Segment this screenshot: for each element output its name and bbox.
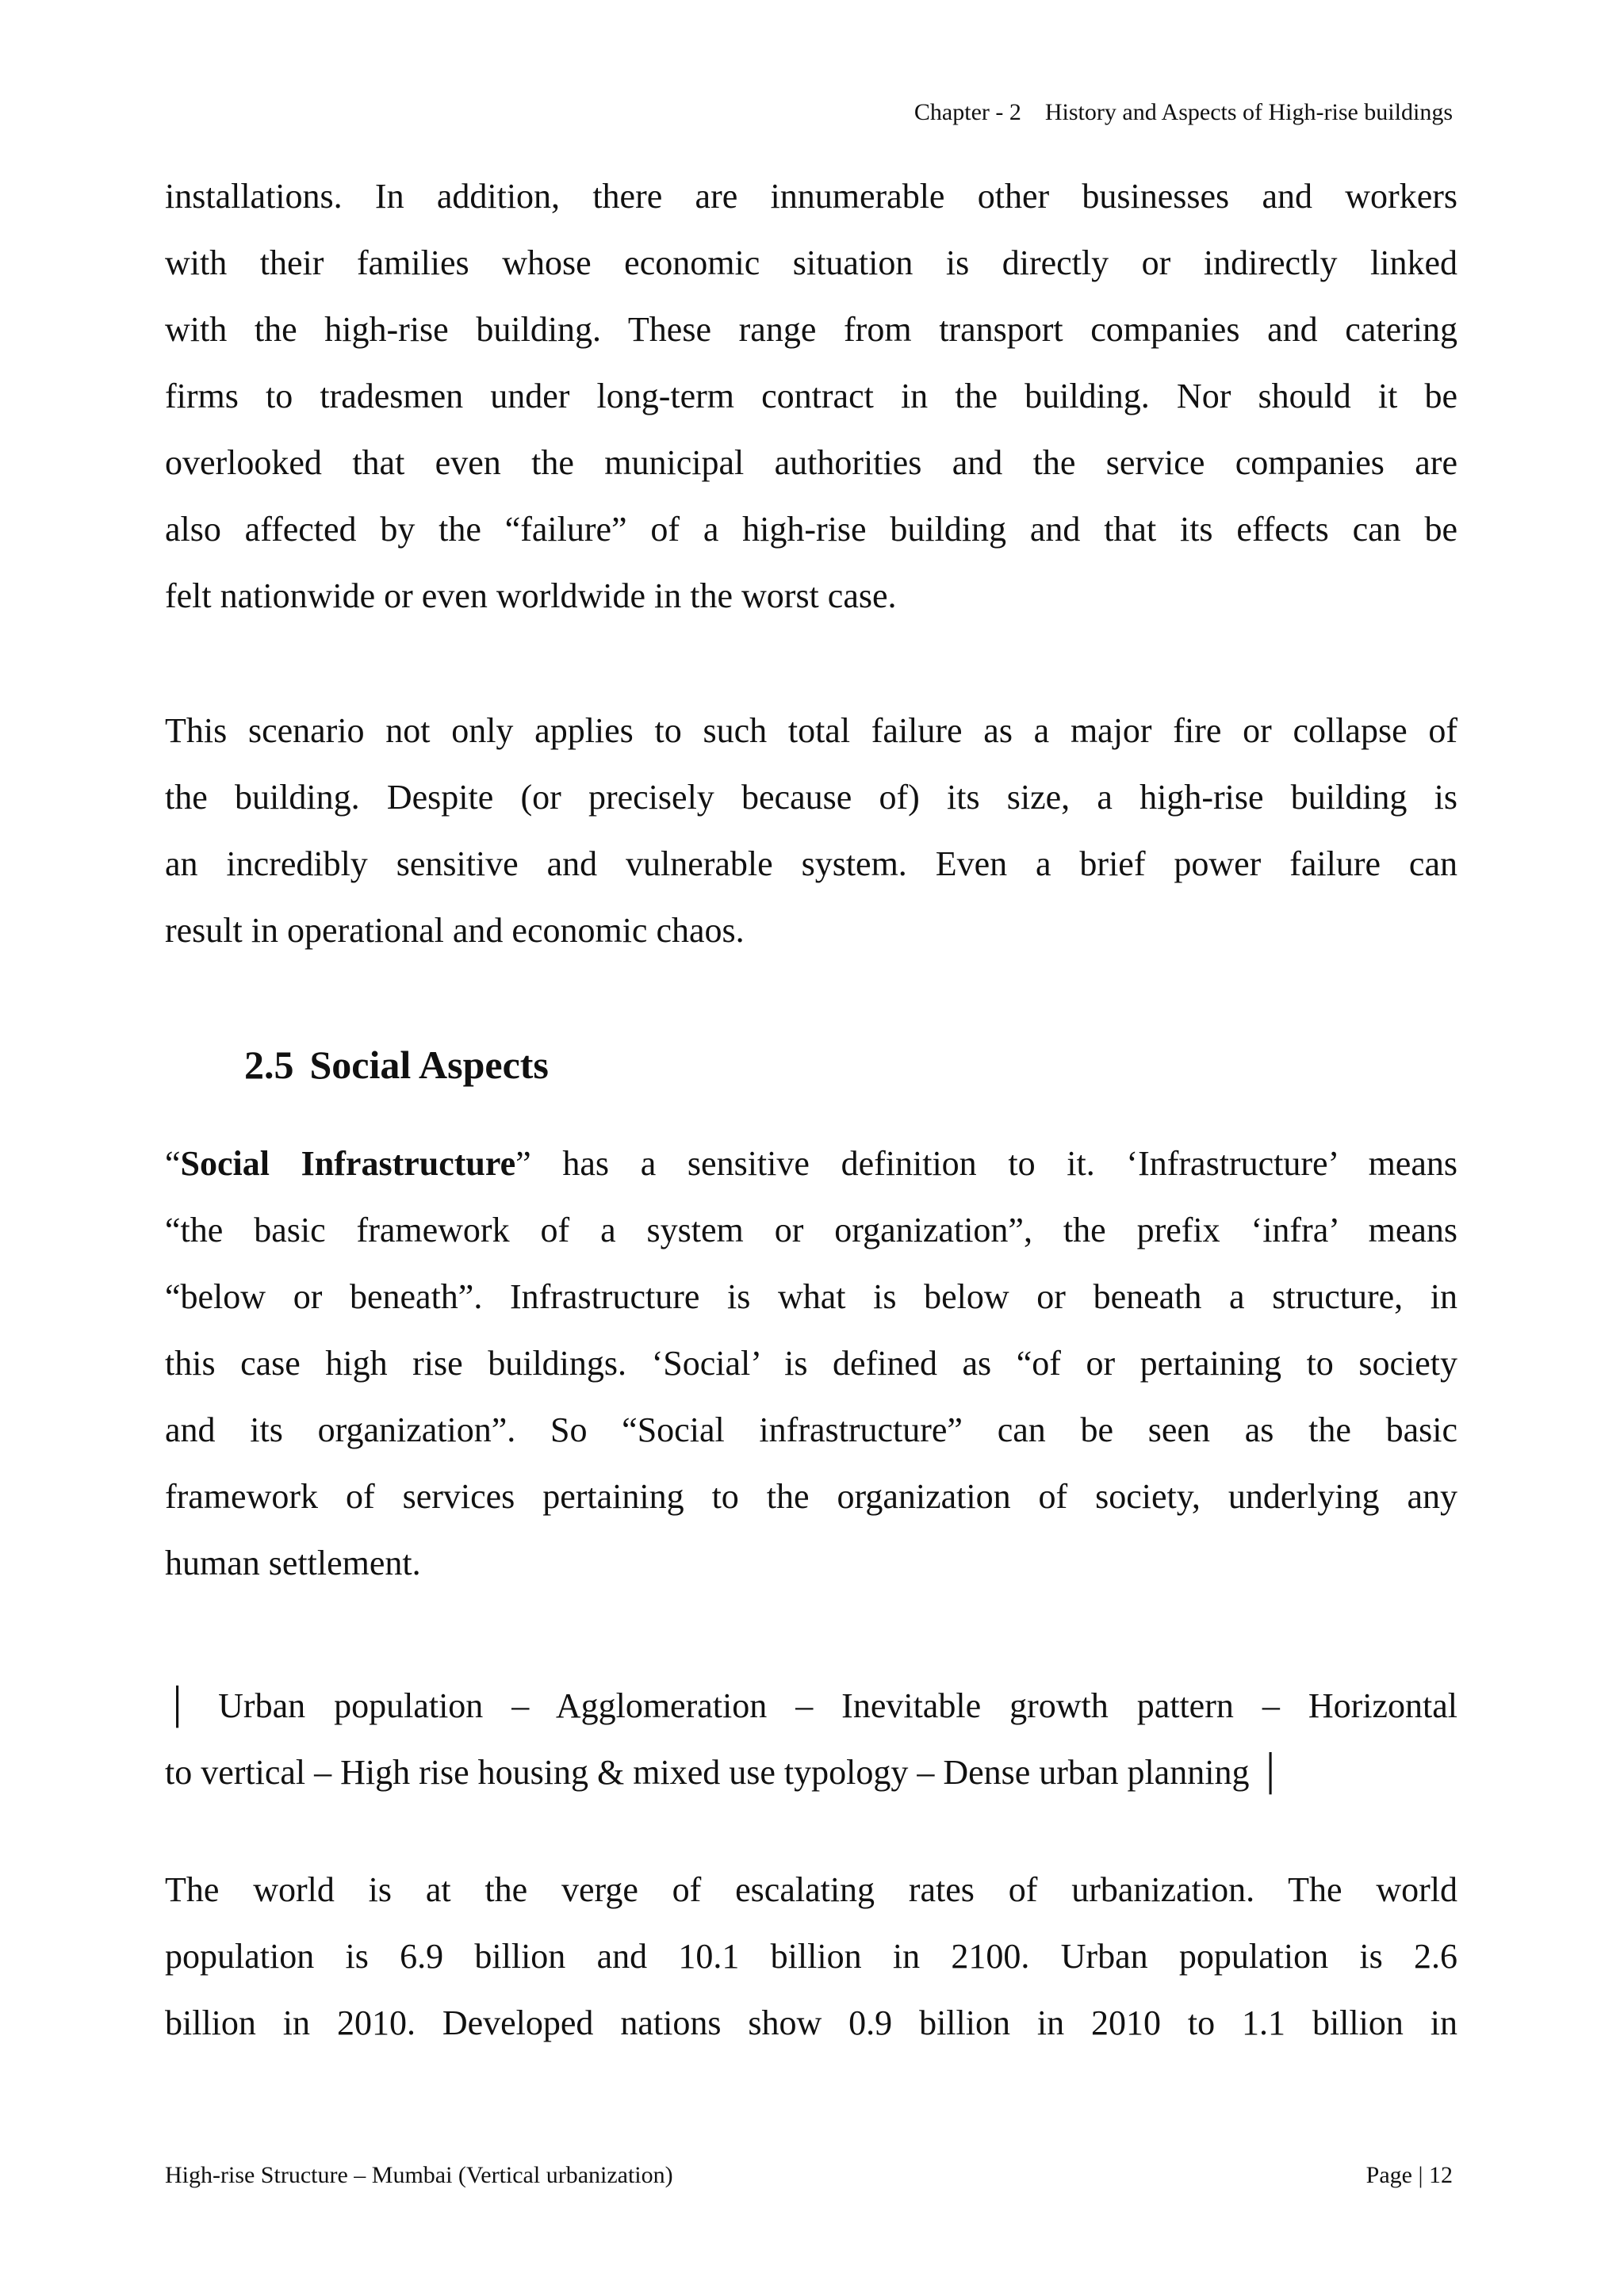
text-line: installations. In addition, there are innumerable other businesses and workers (165, 177, 1457, 216)
text-line (165, 1131, 1457, 1197)
text-line: billion in 2010. Developed nations show 0.9 billion in 2010 to 1.1 billion in (165, 2003, 1457, 2042)
section-number: 2.5 (244, 1043, 294, 1087)
header-chapter: Chapter - 2 (914, 99, 1021, 125)
text-line: population is 6.9 billion and 10.1 billion in 2100. Urban population is 2.6 (165, 1937, 1457, 1976)
text-line: overlooked that even the municipal authorities and the service companies are (165, 443, 1457, 482)
text-line: “below or beneath”. Infrastructure is what is below or beneath a structure, in (165, 1277, 1457, 1316)
paragraph-urbanization (165, 1857, 1457, 2057)
text-line: felt nationwide or even worldwide in the worst case. (165, 576, 897, 615)
paragraph-urban-chain (165, 1673, 1457, 1806)
section-title: Social Aspects (309, 1043, 549, 1087)
text-line: this case high rise buildings. ‘Social’ is defined as “of or pertaining to society (165, 1344, 1457, 1383)
text-line: to vertical – High rise housing & mixed use typology – Dense urban planning │ (165, 1753, 1283, 1792)
paragraph-scenario (165, 698, 1457, 964)
open-quote: “ (165, 1144, 181, 1183)
text-line: “the basic framework of a system or organization”, the prefix ‘infra’ means (165, 1211, 1457, 1249)
text-line: The world is at the verge of escalating rates of urbanization. The world (165, 1870, 1457, 1909)
text-line: firms to tradesmen under long-term contract in the building. Nor should it be (165, 377, 1457, 415)
running-header (914, 97, 1453, 128)
text-line: framework of services pertaining to the organization of society, underlying any (165, 1477, 1457, 1516)
page-number: Page | 12 (1365, 2162, 1453, 2188)
text-line: the building. Despite (or precisely because of) its size, a high-rise building is (165, 778, 1457, 817)
text-line: an incredibly sensitive and vulnerable system. Even a brief power failure can (165, 844, 1457, 883)
text-line: with their families whose economic situation is directly or indirectly linked (165, 243, 1457, 282)
footer-title: High-rise Structure – Mumbai (Vertical urbanization) (165, 2162, 673, 2188)
text-line: with the high-rise building. These range from transport companies and catering (165, 310, 1457, 349)
section-heading (244, 1037, 549, 1093)
paragraph-businesses (165, 163, 1457, 629)
text-line: │ Urban population – Agglomeration – Inevitable growth pattern – Horizontal (165, 1686, 1457, 1725)
text-line: result in operational and economic chaos. (165, 911, 745, 950)
text-line: also affected by the “failure” of a high-rise building and that its effects can be (165, 510, 1457, 549)
paragraph-social-infrastructure (165, 1131, 1457, 1597)
header-title: History and Aspects of High-rise buildings (1044, 99, 1453, 125)
first-line-rest: ” has a sensitive definition to it. ‘Infrastructure’ means (515, 1144, 1457, 1183)
defined-term: Social Infrastructure (180, 1144, 516, 1183)
text-line: and its organization”. So “Social infrastructure” can be seen as the basic (165, 1410, 1457, 1449)
text-line: human settlement. (165, 1544, 421, 1582)
text-line: This scenario not only applies to such total failure as a major fire or collapse of (165, 711, 1457, 750)
